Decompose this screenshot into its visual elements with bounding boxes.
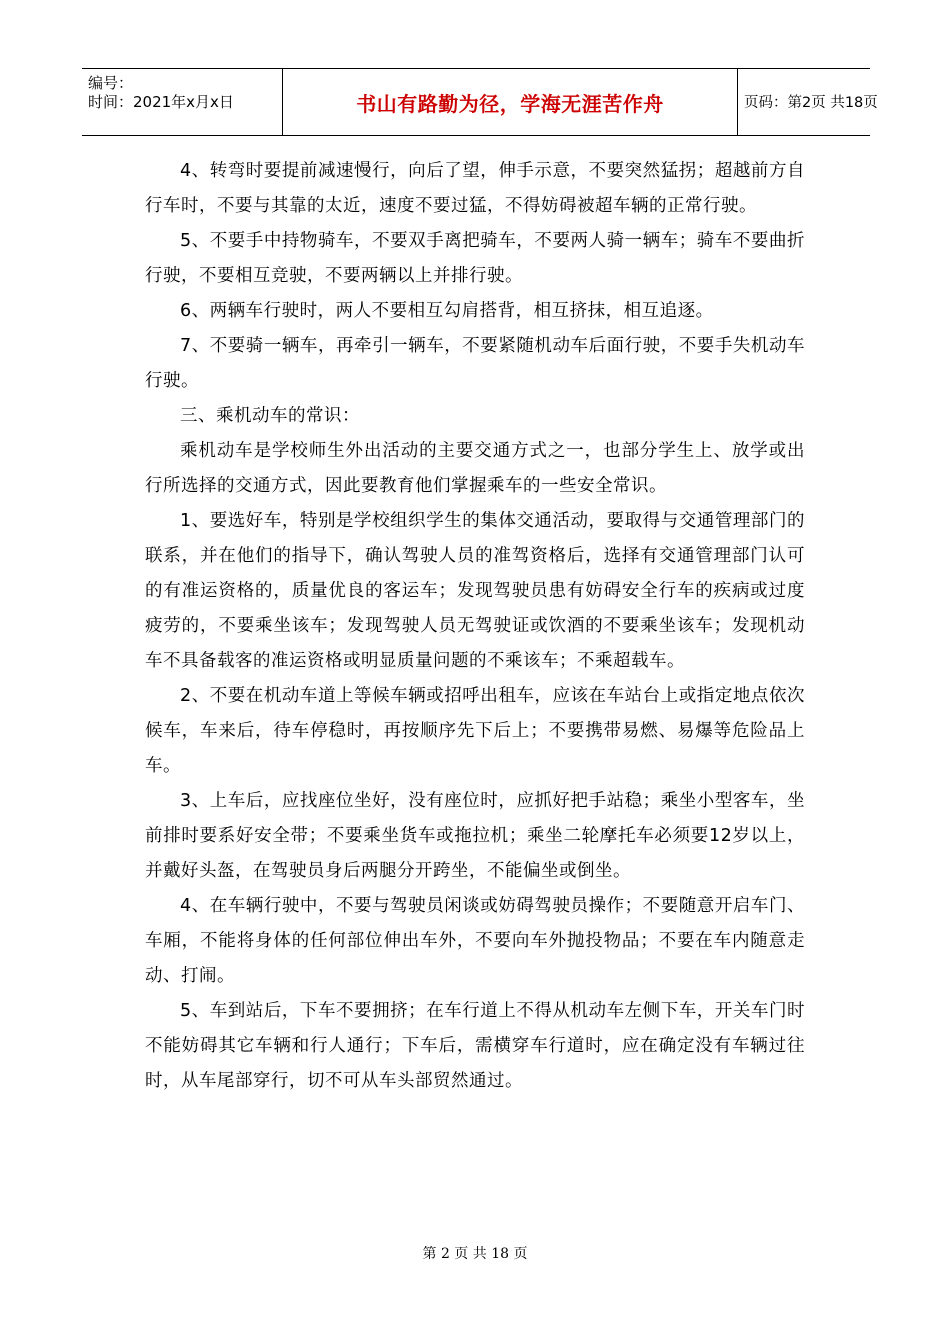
document-body: [145, 154, 805, 1099]
header-motto-cell: [282, 69, 738, 135]
paragraph: 2、不要在机动车道上等候车辆或招呼出租车，应该在车站台上或指定地点依次候车，车来后，待车停稳时，再按顺序先下后上；不要携带易燃、易爆等危险品上车。: [145, 686, 805, 776]
paragraph: 5、车到站后，下车不要拥挤；在车行道上不得从机动车左侧下车，开关车门时不能妨碍其它车辆和行人通行；下车后，需横穿车行道时，应在确定没有车辆过往时，从车尾部穿行，切不可从车头部贸然通过。: [145, 1001, 805, 1091]
header-page-code: 页码：第2页 共18页: [744, 95, 878, 111]
paragraph: 5、不要手中持物骑车，不要双手离把骑车，不要两人骑一辆车；骑车不要曲折行驶，不要相互竞驶，不要两辆以上并排行驶。: [145, 231, 805, 286]
document-date: 时间：2021年x月x日: [88, 93, 234, 111]
section-heading: 三、乘机动车的常识：: [180, 406, 360, 426]
paragraph: 1、要选好车，特别是学校组织学生的集体交通活动，要取得与交通管理部门的联系，并在他们的指导下，确认驾驶人员的准驾资格后，选择有交通管理部门认可的有准运资格的，质量优良的客运车；发现驾驶员患有妨碍安全行车的疾病或过度疲劳的，不要乘坐该车；发现驾驶人员无驾驶证或饮酒的不要乘坐该车；发现机动车不具备载客的准运资格或明显质量问题的不乘该车；不乘超载车。: [145, 511, 805, 671]
page-footer: 第 2 页 共 18 页: [422, 1246, 528, 1262]
header-motto: 书山有路勤为径，学海无涯苦作舟: [356, 92, 664, 116]
paragraph: 3、上车后，应找座位坐好，没有座位时，应抓好把手站稳；乘坐小型客车，坐前排时要系好安全带；不要乘坐货车或拖拉机；乘坐二轮摩托车必须要12岁以上，并戴好头盔，在驾驶员身后两腿分开跨坐，不能偏坐或倒坐。: [145, 791, 805, 881]
page-header: [82, 68, 878, 136]
paragraph: 乘机动车是学校师生外出活动的主要交通方式之一，也部分学生上、放学或出行所选择的交通方式，因此要教育他们掌握乘车的一些安全常识。: [145, 441, 805, 496]
paragraph: 4、转弯时要提前减速慢行，向后了望，伸手示意，不要突然猛拐；超越前方自行车时，不要与其靠的太近，速度不要过猛，不得妨碍被超车辆的正常行驶。: [145, 161, 805, 216]
header-info-cell: [82, 69, 282, 135]
paragraph: 4、在车辆行驶中，不要与驾驶员闲谈或妨碍驾驶员操作；不要随意开启车门、车厢，不能将身体的任何部位伸出车外，不要向车外抛投物品；不要在车内随意走动、打闹。: [145, 896, 805, 986]
paragraph: 7、不要骑一辆车，再牵引一辆车，不要紧随机动车后面行驶，不要手失机动车行驶。: [145, 336, 805, 391]
paragraph: 6、两辆车行驶时，两人不要相互勾肩搭背，相互挤抹，相互追逐。: [180, 301, 714, 321]
header-page-cell: [738, 69, 878, 135]
document-number-label: 编号：: [88, 74, 134, 92]
